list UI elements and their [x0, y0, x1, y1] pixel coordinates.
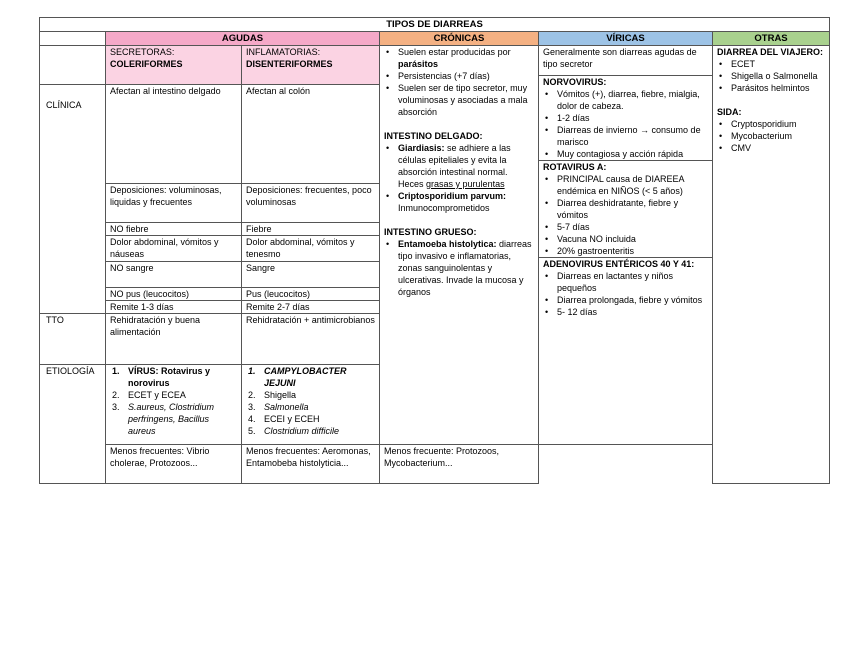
secretoras-tto: Rehidratación y buena alimentación	[106, 314, 242, 365]
inflamatorias-deposiciones: Deposiciones: frecuentes, poco voluminosas	[242, 184, 380, 223]
otras-column: DIARREA DEL VIAJERO: • ECET • Shigella o Salmonella • Parásitos helmintos SIDA: • Cryptosporidium • Mycobacterium • CMV	[713, 46, 830, 484]
secretoras-dolor: Dolor abdominal, vómitos y náuseas	[106, 236, 242, 262]
header-cronicas: CRÓNICAS	[380, 32, 539, 46]
secretoras-sangre: NO sangre	[106, 262, 242, 288]
inflamatorias-menos-frecuentes: Menos frecuentes: Aeromonas, Entamobeba histolyticia...	[242, 445, 380, 484]
viricas-clinica: Generalmente son diarreas agudas de tipo secretor NORVOVIRUS: • Vómitos (+), diarrea, fiebre, mialgia, dolor de cabeza. • 1-2 días • Diarreas de invierno → consumo de marisco • Muy contagiosa y acción rápida ROTAVIRUS A: • PRINCIPAL causa de DIAREEA endémica en NIÑOS (< 5 años) • Diarrea deshidratante, fiebre y vómitos • 5-7 días • Vacuna NO incluida • 20% gastroenteritis ADENOVIRUS ENTÉRICOS 40 Y 41: • Diarreas en lactantes y niños pequeños • Diarrea prolongada, fiebre y vómitos • 5- 12 días	[539, 46, 713, 445]
row-label-etiologia: ETIOLOGÍA	[40, 365, 106, 484]
cronicas-clinica: • Suelen estar producidas por parásitos • Persistencias (+7 días) • Suelen ser de tipo secretor, muy voluminosas y asociadas a mala absorción INTESTINO DELGADO: • Giardiasis: se adhiere a las células epiteliales y evita la absorción intestinal normal. Heces grasas y purulentas • Criptosporidium parvum: Inmunocomprometidos INTESTINO GRUESO: • Entamoeba histolytica: diarreas tipo invasivo e inflamatorias, zonas sanguinolentas y ulcerativas. Invade la mucosa y órganos	[380, 46, 539, 445]
secretoras-remite: Remite 1-3 días	[106, 301, 242, 314]
secretoras-fiebre: NO fiebre	[106, 223, 242, 236]
cronicas-menos-frecuentes: Menos frecuente: Protozoos, Mycobacterium...	[380, 445, 539, 484]
subheader-inflamatorias: INFLAMATORIAS: DISENTERIFORMES	[242, 46, 380, 85]
secretoras-etiologia: 1. VÍRUS: Rotavirus y norovirus 2. ECET y ECEA 3. S.aureus, Clostridium perfringens, Bacillus aureus	[106, 365, 242, 445]
row-label-tto: TTO	[40, 314, 106, 365]
inflamatorias-remite: Remite 2-7 días	[242, 301, 380, 314]
secretoras-pus: NO pus (leucocitos)	[106, 288, 242, 301]
secretoras-deposiciones: Deposiciones: voluminosas, liquidas y frecuentes	[106, 184, 242, 223]
subheader-secretoras: SECRETORAS: COLERIFORMES	[106, 46, 242, 85]
header-otras: OTRAS	[713, 32, 830, 46]
inflamatorias-sangre: Sangre	[242, 262, 380, 288]
secretoras-menos-frecuentes: Menos frecuentes: Vibrio cholerae, Protozoos...	[106, 445, 242, 484]
inflamatorias-fiebre: Fiebre	[242, 223, 380, 236]
inflamatorias-dolor: Dolor abdominal, vómitos y tenesmo	[242, 236, 380, 262]
secretoras-afectan: Afectan al intestino delgado	[106, 85, 242, 184]
diarrhea-types-table	[39, 17, 830, 484]
header-viricas: VÍRICAS	[539, 32, 713, 46]
inflamatorias-tto: Rehidratación + antimicrobianos	[242, 314, 380, 365]
inflamatorias-afectan: Afectan al colón	[242, 85, 380, 184]
table-title: TIPOS DE DIARREAS	[40, 18, 830, 32]
inflamatorias-pus: Pus (leucocitos)	[242, 288, 380, 301]
row-label-clinica: CLÍNICA	[40, 85, 106, 314]
inflamatorias-etiologia: 1. CAMPYLOBACTER JEJUNI 2. Shigella 3. Salmonella 4. ECEI y ECEH 5. Clostridium difficile	[242, 365, 380, 445]
header-agudas: AGUDAS	[106, 32, 380, 46]
